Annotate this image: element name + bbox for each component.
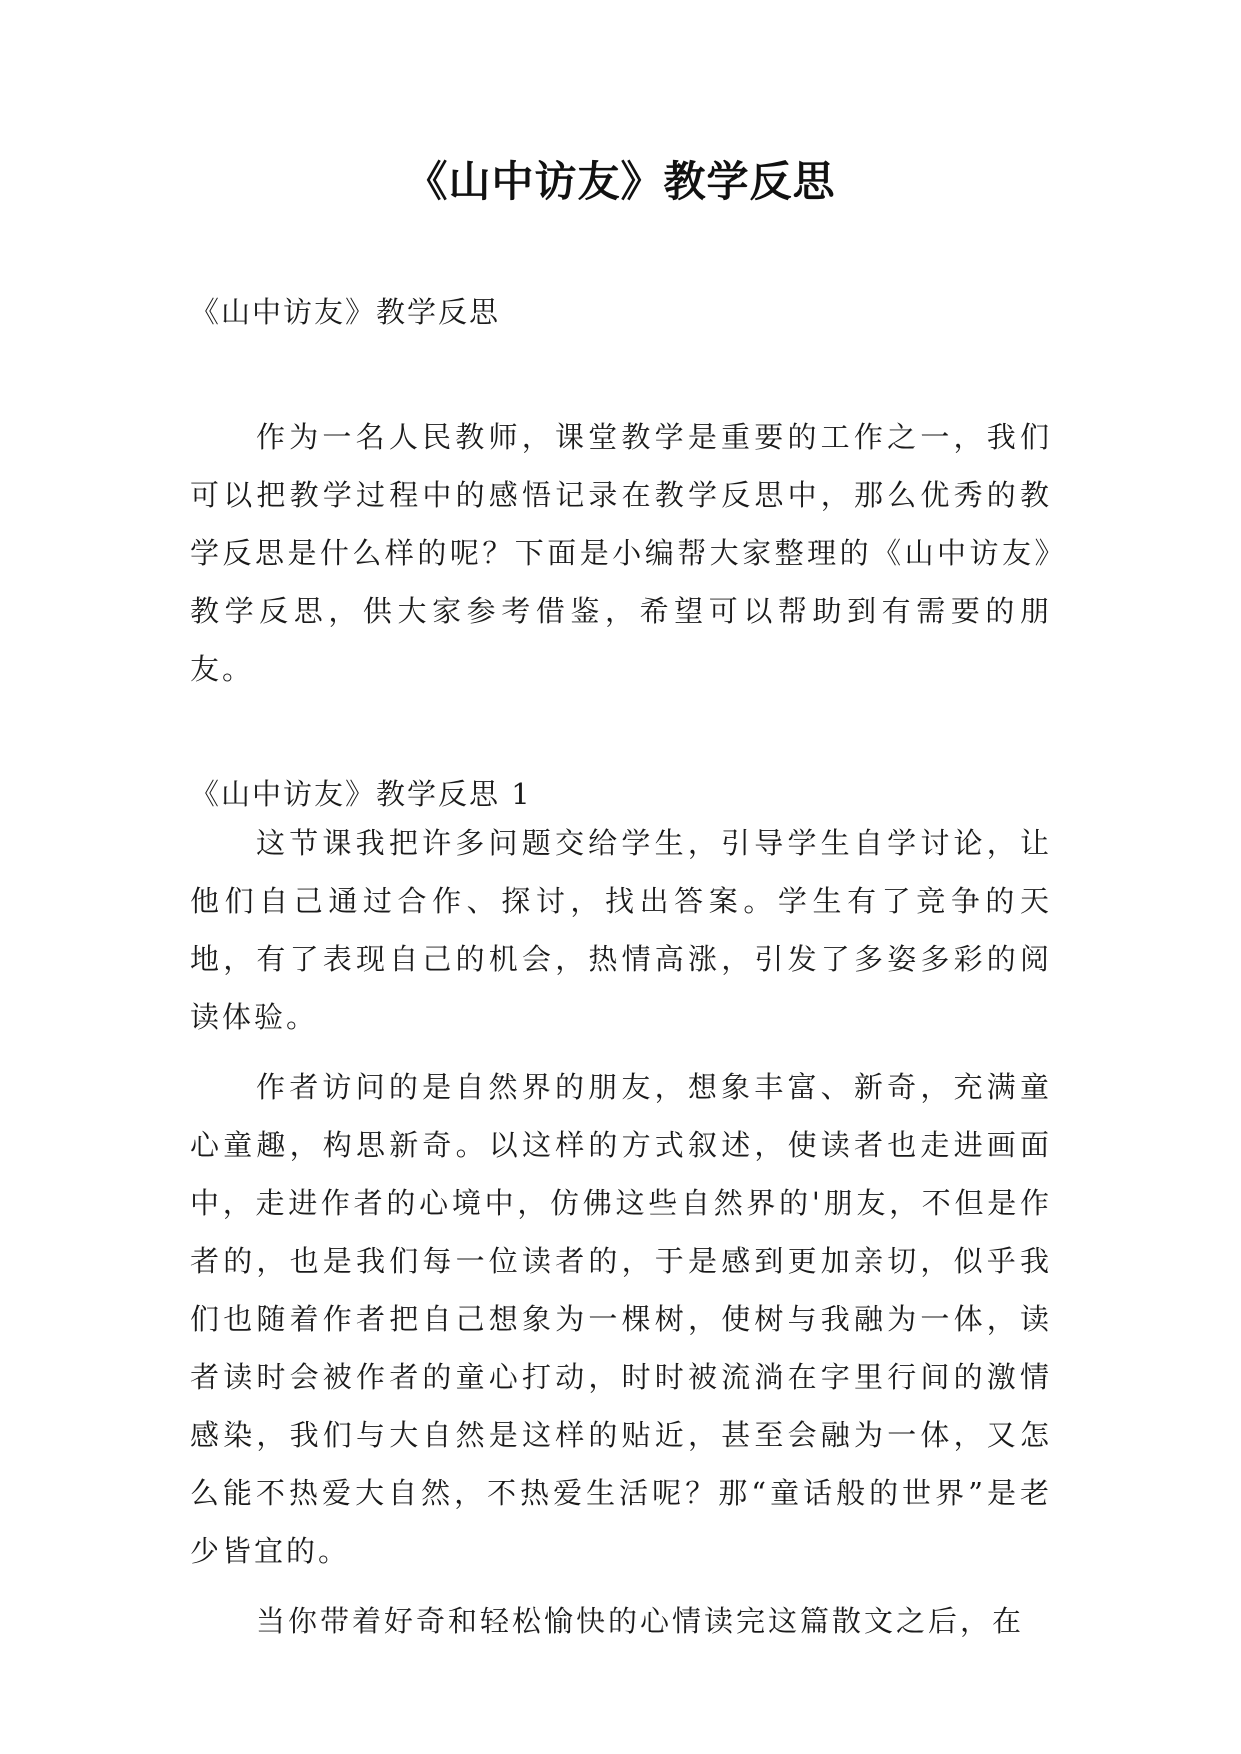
body-paragraph-1: 这节课我把许多问题交给学生，引导学生自学讨论，让他们自己通过合作、探讨，找出答案。学生有了竞争的天地，有了表现自己的机会，热情高涨，引发了多姿多彩的阅读体验。 bbox=[190, 826, 1052, 1034]
body-paragraph-3: 当你带着好奇和轻松愉快的心情读完这篇散文之后，在 bbox=[256, 1604, 1025, 1638]
intro-paragraph: 作为一名人民教师，课堂教学是重要的工作之一，我们可以把教学过程中的感悟记录在教学反思中，那么优秀的教学反思是什么样的呢？下面是小编帮大家整理的《山中访友》教学反思，供大家参考借鉴，希望可以帮助到有需要的朋友。 bbox=[190, 420, 1052, 686]
document-title: 《山中访友》教学反思 bbox=[405, 157, 836, 206]
document-body bbox=[190, 292, 1052, 1650]
body-paragraph-2: 作者访问的是自然界的朋友，想象丰富、新奇，充满童心童趣，构思新奇。以这样的方式叙述，使读者也走进画面中，走进作者的心境中，仿佛这些自然界的'朋友，不但是作者的，也是我们每一位读者的，于是感到更加亲切，似乎我们也随着作者把自己想象为一棵树，使树与我融为一体，读者读时会被作者的童心打动，时时被流淌在字里行间的激情感染，我们与大自然是这样的贴近，甚至会融为一体，又怎么能不热爱大自然，不热爱生活呢？那“童话般的世界”是老少皆宜的。 bbox=[190, 1070, 1052, 1568]
section-heading: 《山中访友》教学反思 1 bbox=[190, 777, 532, 811]
document-subtitle: 《山中访友》教学反思 bbox=[190, 295, 501, 329]
